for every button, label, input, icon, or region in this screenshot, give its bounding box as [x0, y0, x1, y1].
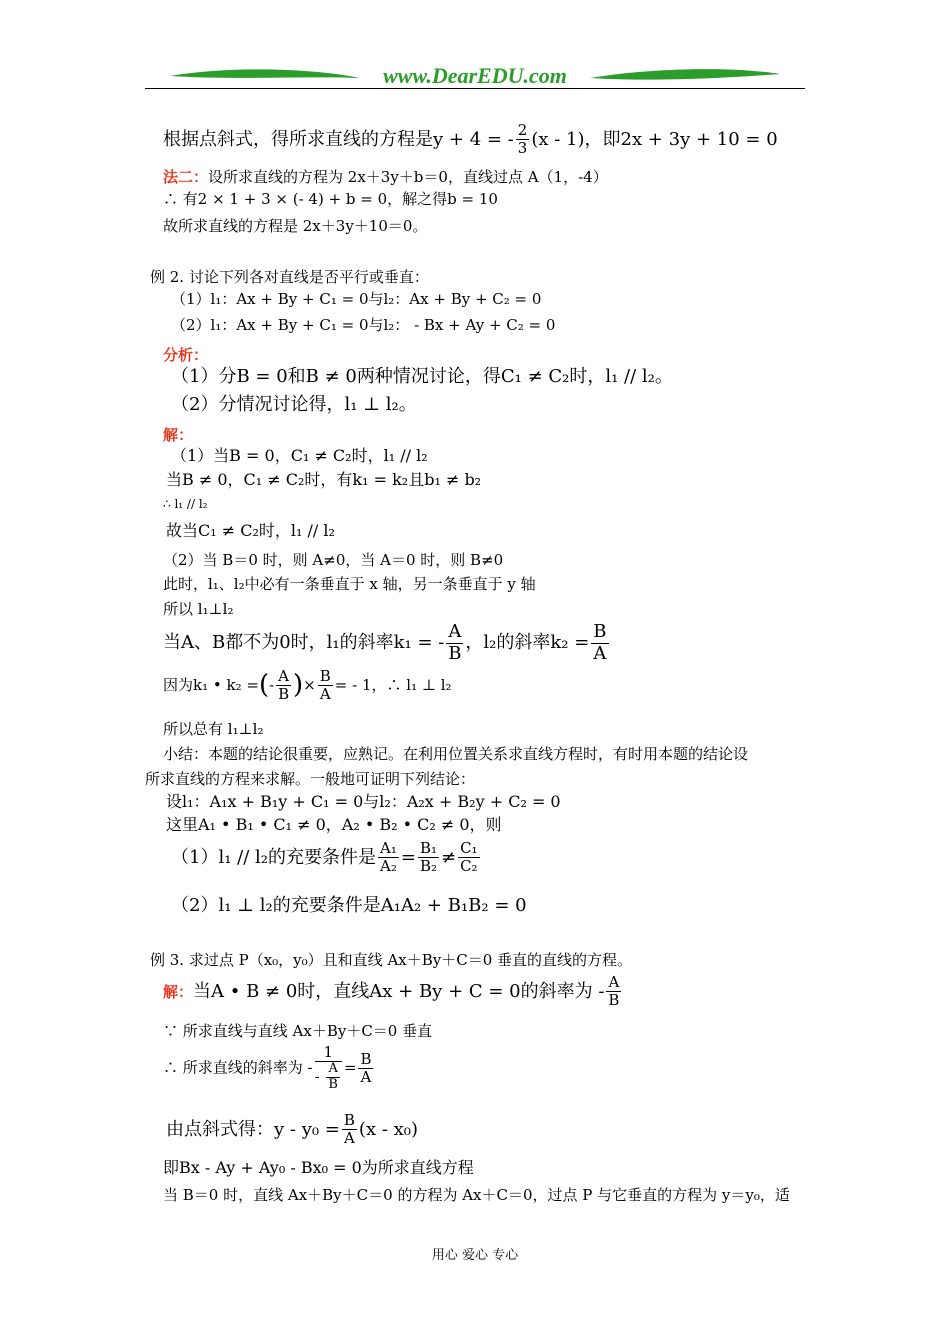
perpendicular-condition: （2）l₁ ⊥ l₂的充要条件是A₁A₂ + B₁B₂ = 0 [171, 895, 527, 916]
analysis-2: （2）分情况讨论得，l₁ ⊥ l₂。 [171, 394, 417, 415]
example-3-result: 即Bx - Ay + Ay₀ - Bx₀ = 0为所求直线方程 [163, 1158, 474, 1177]
conclusion-line: 故所求直线的方程是 2x＋3y＋10＝0。 [163, 217, 428, 235]
point-slope-result: 根据点斜式，得所求直线的方程是y + 4 = - $\frac{2}{3}$ (x - 1)，即2x + 3y + 10 = 0 [163, 121, 778, 158]
solution-1: （1）当B = 0，C₁ ≠ C₂时，l₁ // l₂ [171, 446, 428, 465]
site-logo [170, 62, 780, 90]
solution-label: 解： [163, 426, 194, 444]
solution-4: 故当C₁ ≠ C₂时，l₁ // l₂ [166, 521, 335, 540]
example-3-perp: ∵ 所求直线与直线 Ax＋By＋C＝0 垂直 [163, 1022, 433, 1040]
example-3-slope: ∴ 所求直线的斜率为 - 1 - $\frac{A}{B}$ = $\frac{B}{A}$ [163, 1043, 372, 1093]
solution-3: ∴ l₁ // l₂ [163, 497, 208, 511]
solution-5: （2）当 B＝0 时，则 A≠0，当 A＝0 时，则 B≠0 [163, 551, 504, 569]
solution-7: 所以 l₁⊥l₂ [163, 600, 234, 618]
svg-text:www.DearEDU.com: www.DearEDU.com [383, 63, 567, 88]
general-lines: 设l₁：A₁x + B₁y + C₁ = 0与l₂：A₂x + B₂y + C₂ = 0 [166, 792, 561, 811]
solution-2: 当B ≠ 0，C₁ ≠ C₂时，有k₁ = k₂且b₁ ≠ b₂ [166, 470, 482, 489]
general-condition: 这里A₁ • B₁ • C₁ ≠ 0，A₂ • B₂ • C₂ ≠ 0，则 [166, 815, 502, 834]
analysis-label: 分析： [163, 346, 209, 364]
parallel-condition: （1）l₁ // l₂的充要条件是 $\frac{\text{A₁}}{\text{A₂}}$ = $\frac{\text{B₁}}{\text{B₂}}$ ≠ $\frac{\text{C₁}}{\text{C₂}}$ [171, 839, 478, 876]
method-two-label: 法二： [163, 168, 209, 186]
example-2-case-1: （1）l₁：Ax + By + C₁ = 0与l₂：Ax + By + C₂ = 0 [171, 290, 542, 308]
method-two-line: 法二：设所求直线的方程为 2x＋3y＋b＝0，直线过点 A（1，-4） [163, 168, 608, 186]
example-2-case-2: （2）l₁：Ax + By + C₁ = 0与l₂： - Bx + Ay + C₂ = 0 [171, 316, 556, 334]
header-rule [145, 88, 805, 89]
example-3-b-zero-case: 当 B＝0 时，直线 Ax＋By＋C＝0 的方程为 Ax＋C＝0，过点 P 与它垂直的方程为 y＝y₀，适 [163, 1186, 790, 1204]
example-3-point-slope: 由点斜式得：y - y₀ = $\frac{B}{A}$ (x - x₀) [166, 1111, 419, 1148]
slopes-line: 当A、B都不为0时，l₁的斜率k₁ = - $\frac{A}{B}$ ，l₂的斜率k₂ = $\frac{B}{A}$ [163, 621, 607, 664]
analysis-1: （1）分B = 0和B ≠ 0两种情况讨论，得C₁ ≠ C₂时，l₁ // l₂。 [171, 366, 673, 387]
solution-conclusion: 所以总有 l₁⊥l₂ [163, 720, 264, 738]
example-3-solution: 解：当A • B ≠ 0时，直线Ax + By + C = 0的斜率为 - $\frac{A}{B}$ [163, 973, 620, 1010]
slope-product-line: 因为k₁ • k₂ =(- $\frac{A}{B}$ )× $\frac{B}{A}$ = - 1，∴ l₁ ⊥ l₂ [163, 667, 452, 704]
solution-6: 此时，l₁、l₂中必有一条垂直于 x 轴，另一条垂直于 y 轴 [163, 575, 536, 593]
example-2-title: 例 2. 讨论下列各对直线是否平行或垂直： [150, 268, 429, 286]
summary-line-1: 小结：本题的结论很重要，应熟记。在利用位置关系求直线方程时，有时用本题的结论设 [163, 745, 749, 763]
example-3-title: 例 3. 求过点 P（x₀，y₀）且和直线 Ax＋By＋C＝0 垂直的直线的方程。 [150, 951, 633, 969]
footer-slogan: 用心 爱心 专心 [431, 1248, 519, 1263]
substitution-line: ∴ 有2 × 1 + 3 × (- 4) + b = 0，解之得b = 10 [163, 190, 498, 208]
summary-line-2: 所求直线的方程来求解。一般地可证明下列结论： [145, 770, 476, 788]
